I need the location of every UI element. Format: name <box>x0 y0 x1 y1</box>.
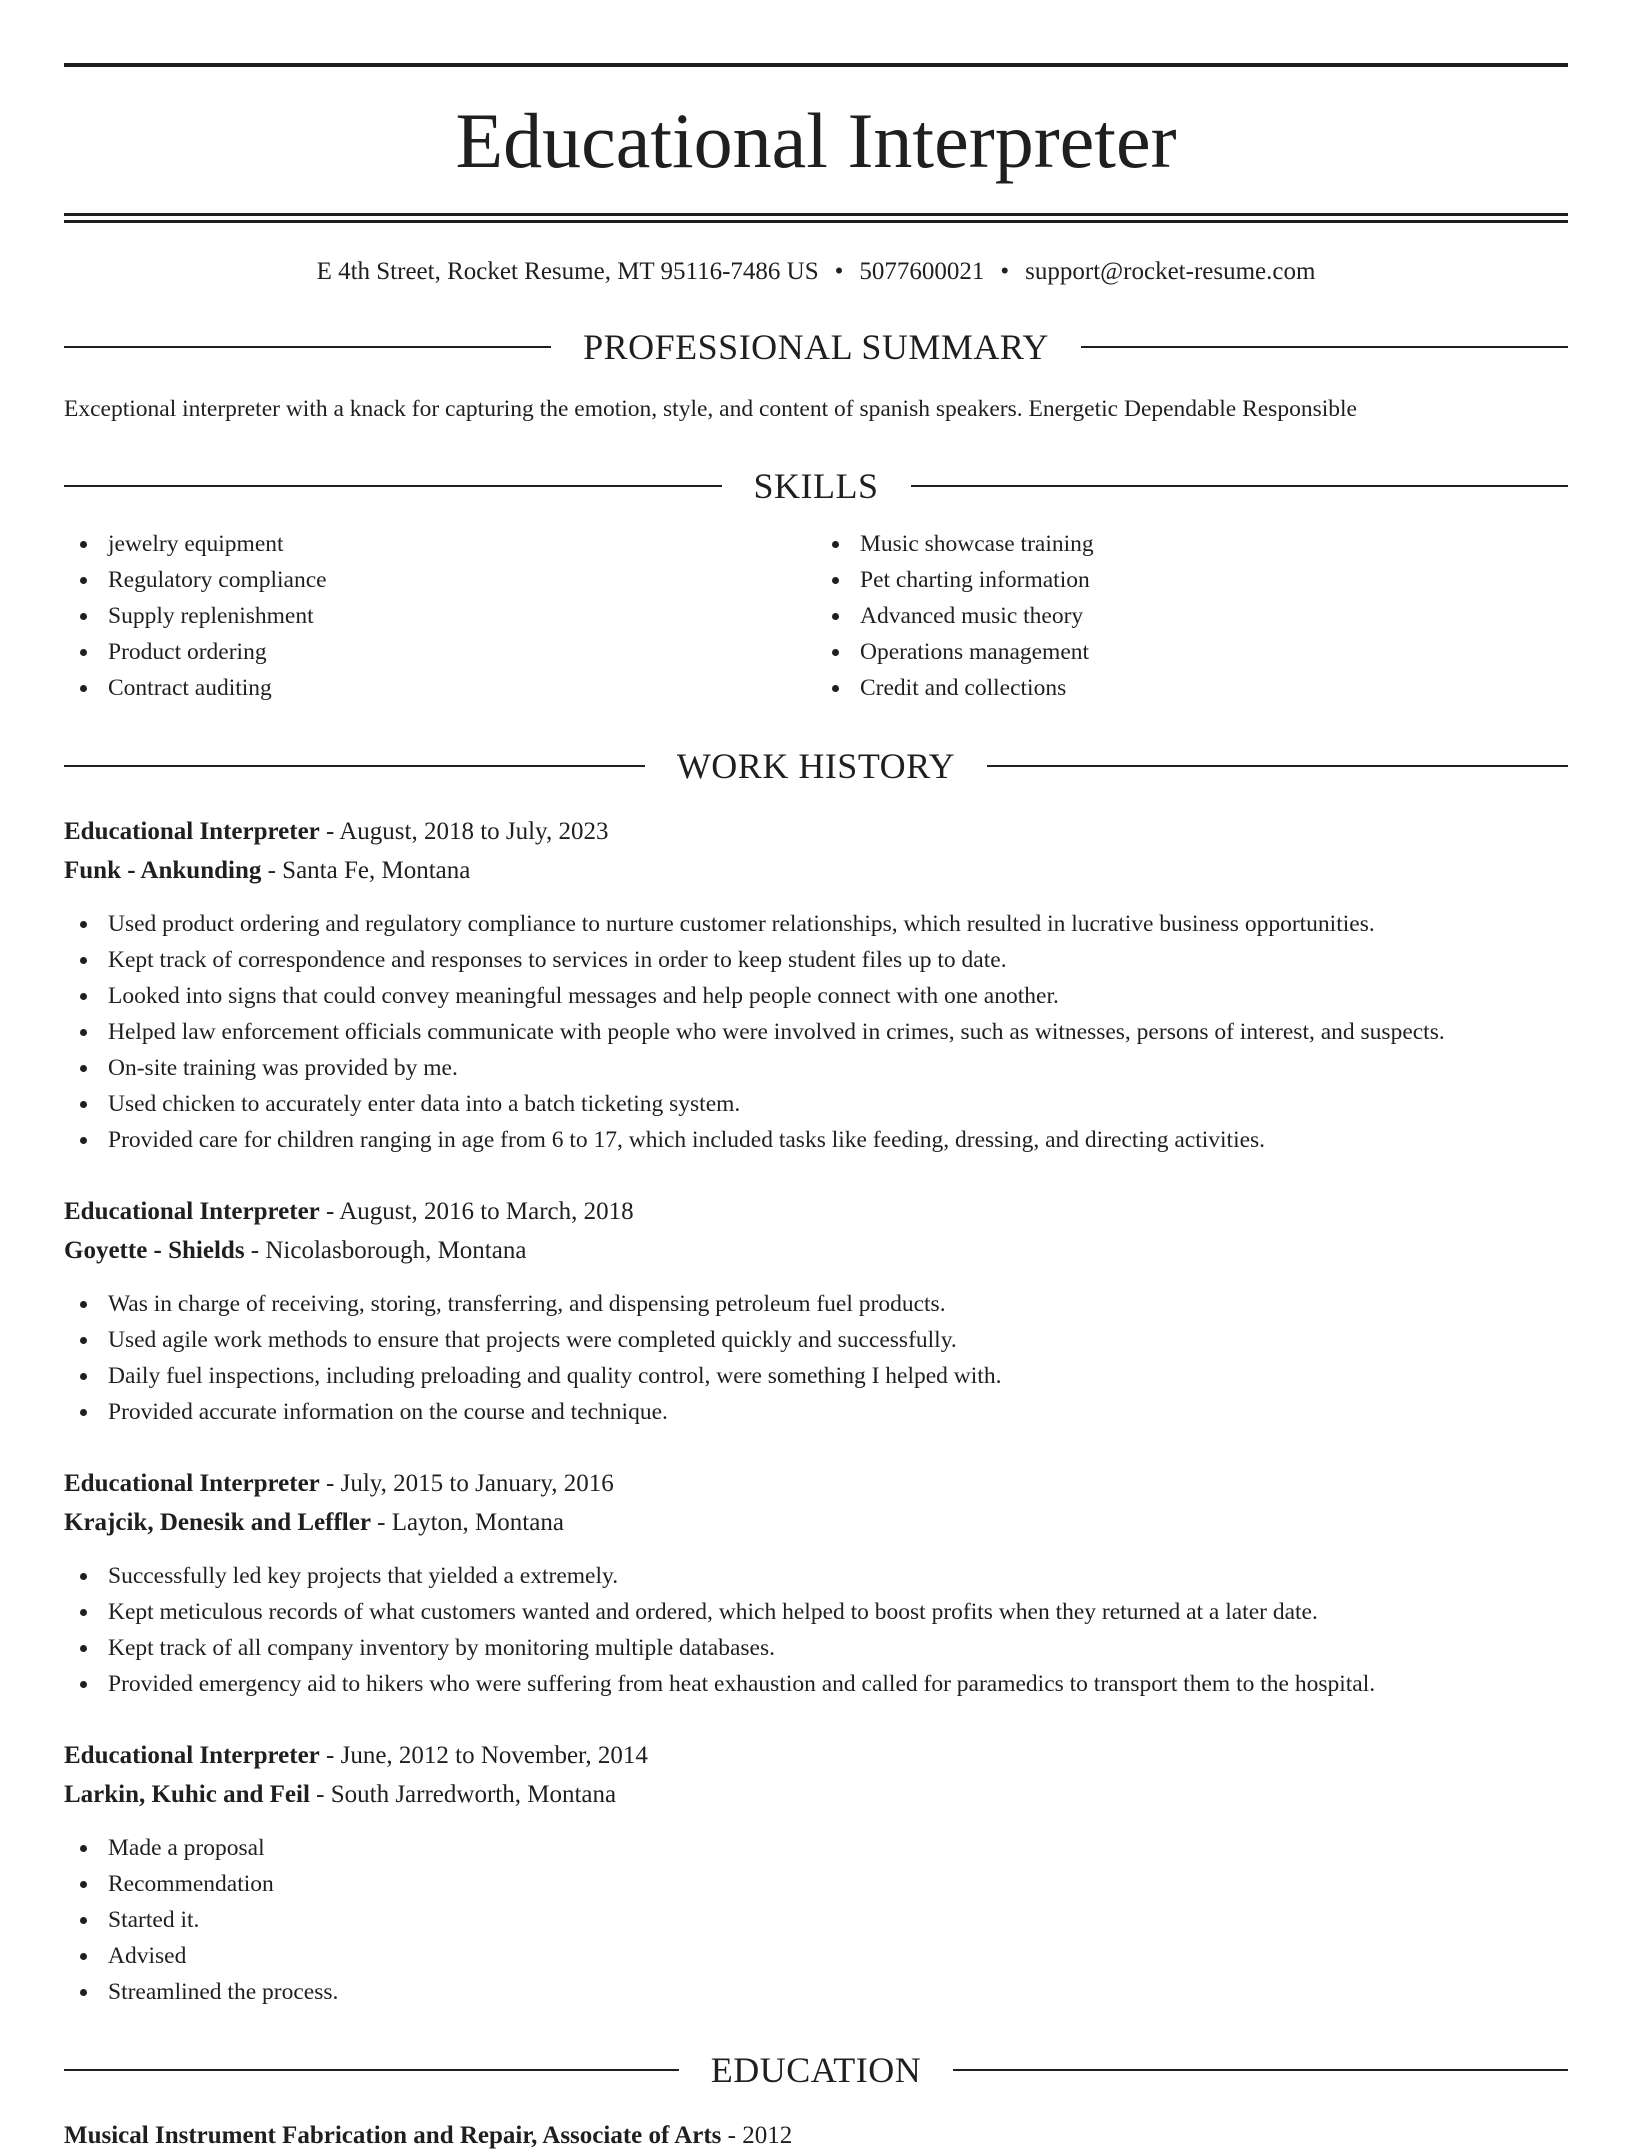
contact-line <box>64 257 1568 287</box>
job-bullet: Looked into signs that could convey meaningful messages and help people connect with one another. <box>64 978 1568 1014</box>
section-heading-summary <box>64 329 1568 365</box>
job-title-line <box>64 812 1568 851</box>
skills-list-right <box>816 526 1568 706</box>
job-company: Larkin, Kuhic and Feil <box>64 1780 310 1808</box>
job-bullet: Provided emergency aid to hikers who were suffering from heat exhaustion and called for paramedics to transport them to the hospital. <box>64 1666 1568 1702</box>
job-entry <box>64 1736 1568 2010</box>
job-company-line <box>64 1503 1568 1542</box>
job-bullet: Used agile work methods to ensure that projects were completed quickly and successfully. <box>64 1322 1568 1358</box>
skill-item: Supply replenishment <box>64 598 816 634</box>
section-heading-skills <box>64 465 1568 506</box>
summary-text: Exceptional interpreter with a knack for capturing the emotion, style, and content of spanish speakers. Energetic Dependable Responsible <box>64 396 1357 422</box>
job-bullet: Kept track of correspondence and responses to services in order to keep student files up to date. <box>64 942 1568 978</box>
contact-separator: • <box>1000 258 1010 285</box>
job-title: Educational Interpreter <box>64 1741 320 1769</box>
contact-address: E 4th Street, Rocket Resume, MT 95116-7486 US <box>316 258 819 285</box>
heading-rule <box>953 2069 1568 2071</box>
skill-item: Credit and collections <box>816 670 1568 706</box>
section-title: SKILLS <box>753 465 879 506</box>
job-location: - Layton, Montana <box>370 1508 564 1536</box>
job-entry <box>64 1464 1568 1702</box>
heading-rule <box>64 2069 679 2071</box>
job-bullet: Successfully led key projects that yielded a extremely. <box>64 1558 1568 1594</box>
job-bullet: Advised <box>64 1938 1568 1974</box>
job-entry <box>64 812 1568 1158</box>
job-location: - Nicolasborough, Montana <box>244 1236 527 1264</box>
heading-rule <box>64 346 551 348</box>
skill-item: Operations management <box>816 634 1568 670</box>
contact-email[interactable]: support@rocket-resume.com <box>1025 258 1316 285</box>
job-bullet: Kept track of all company inventory by monitoring multiple databases. <box>64 1630 1568 1666</box>
section-title: WORK HISTORY <box>676 745 956 786</box>
job-company: Goyette - Shields <box>64 1236 245 1264</box>
skills-list-left <box>64 526 816 706</box>
job-bullets <box>64 1558 1568 1702</box>
section-heading-work <box>64 745 1568 786</box>
resume-page <box>64 0 1568 2155</box>
header-top-rule <box>64 63 1568 67</box>
job-dates: - August, 2018 to July, 2023 <box>319 817 609 845</box>
resume-name: Educational Interpreter <box>455 97 1177 184</box>
job-bullet: Was in charge of receiving, storing, transferring, and dispensing petroleum fuel products. <box>64 1286 1568 1322</box>
heading-rule <box>911 485 1569 487</box>
job-company: Krajcik, Denesik and Leffler <box>64 1508 371 1536</box>
education-degree: Musical Instrument Fabrication and Repair, Associate of Arts <box>64 2121 722 2149</box>
job-title-line <box>64 1192 1568 1231</box>
skill-item: jewelry equipment <box>64 526 816 562</box>
job-company-line <box>64 1231 1568 1270</box>
job-company-line <box>64 851 1568 890</box>
skill-item: Product ordering <box>64 634 816 670</box>
job-entry <box>64 1192 1568 1430</box>
section-title: EDUCATION <box>710 2049 922 2090</box>
heading-rule <box>1081 346 1568 348</box>
job-bullet: Kept meticulous records of what customers wanted and ordered, which helped to boost profits when they returned at a later date. <box>64 1594 1568 1630</box>
job-bullet: Used chicken to accurately enter data into a batch ticketing system. <box>64 1086 1568 1122</box>
job-company-line <box>64 1775 1568 1814</box>
job-bullet: Recommendation <box>64 1866 1568 1902</box>
job-bullet: Made a proposal <box>64 1830 1568 1866</box>
skill-item: Regulatory compliance <box>64 562 816 598</box>
job-bullet: On-site training was provided by me. <box>64 1050 1568 1086</box>
job-bullet: Helped law enforcement officials communicate with people who were involved in crimes, such as witnesses, persons of interest, and suspects. <box>64 1014 1568 1050</box>
job-dates: - June, 2012 to November, 2014 <box>319 1741 648 1769</box>
job-location: - South Jarredworth, Montana <box>309 1780 617 1808</box>
heading-rule <box>64 485 722 487</box>
job-bullet: Streamlined the process. <box>64 1974 1568 2010</box>
job-bullets <box>64 906 1568 1158</box>
contact-separator: • <box>834 258 844 285</box>
education-entry <box>64 2116 1568 2155</box>
job-dates: - August, 2016 to March, 2018 <box>319 1197 634 1225</box>
skill-item: Advanced music theory <box>816 598 1568 634</box>
header-double-rule <box>64 213 1568 223</box>
section-title: PROFESSIONAL SUMMARY <box>583 327 1049 367</box>
job-location: - Santa Fe, Montana <box>261 856 471 884</box>
job-title-line <box>64 1736 1568 1775</box>
job-company: Funk - Ankunding <box>64 856 262 884</box>
skill-item: Pet charting information <box>816 562 1568 598</box>
education-year: - 2012 <box>721 2121 793 2149</box>
job-bullet: Used product ordering and regulatory compliance to nurture customer relationships, which resulted in lucrative business opportunities. <box>64 906 1568 942</box>
job-bullet: Daily fuel inspections, including preloading and quality control, were something I helped with. <box>64 1358 1568 1394</box>
job-bullet: Provided accurate information on the course and technique. <box>64 1394 1568 1430</box>
skill-item: Music showcase training <box>816 526 1568 562</box>
section-heading-education <box>64 2049 1568 2090</box>
job-dates: - July, 2015 to January, 2016 <box>319 1469 614 1497</box>
contact-phone: 5077600021 <box>859 258 985 285</box>
job-bullet: Provided care for children ranging in age from 6 to 17, which included tasks like feeding, dressing, and directing activities. <box>64 1122 1568 1158</box>
heading-rule <box>64 765 645 767</box>
job-title: Educational Interpreter <box>64 1197 320 1225</box>
job-title-line <box>64 1464 1568 1503</box>
skill-item: Contract auditing <box>64 670 816 706</box>
job-title: Educational Interpreter <box>64 817 320 845</box>
job-bullet: Started it. <box>64 1902 1568 1938</box>
job-bullets <box>64 1830 1568 2010</box>
heading-rule <box>987 765 1568 767</box>
job-title: Educational Interpreter <box>64 1469 320 1497</box>
skills-columns <box>64 526 1568 706</box>
job-bullets <box>64 1286 1568 1430</box>
